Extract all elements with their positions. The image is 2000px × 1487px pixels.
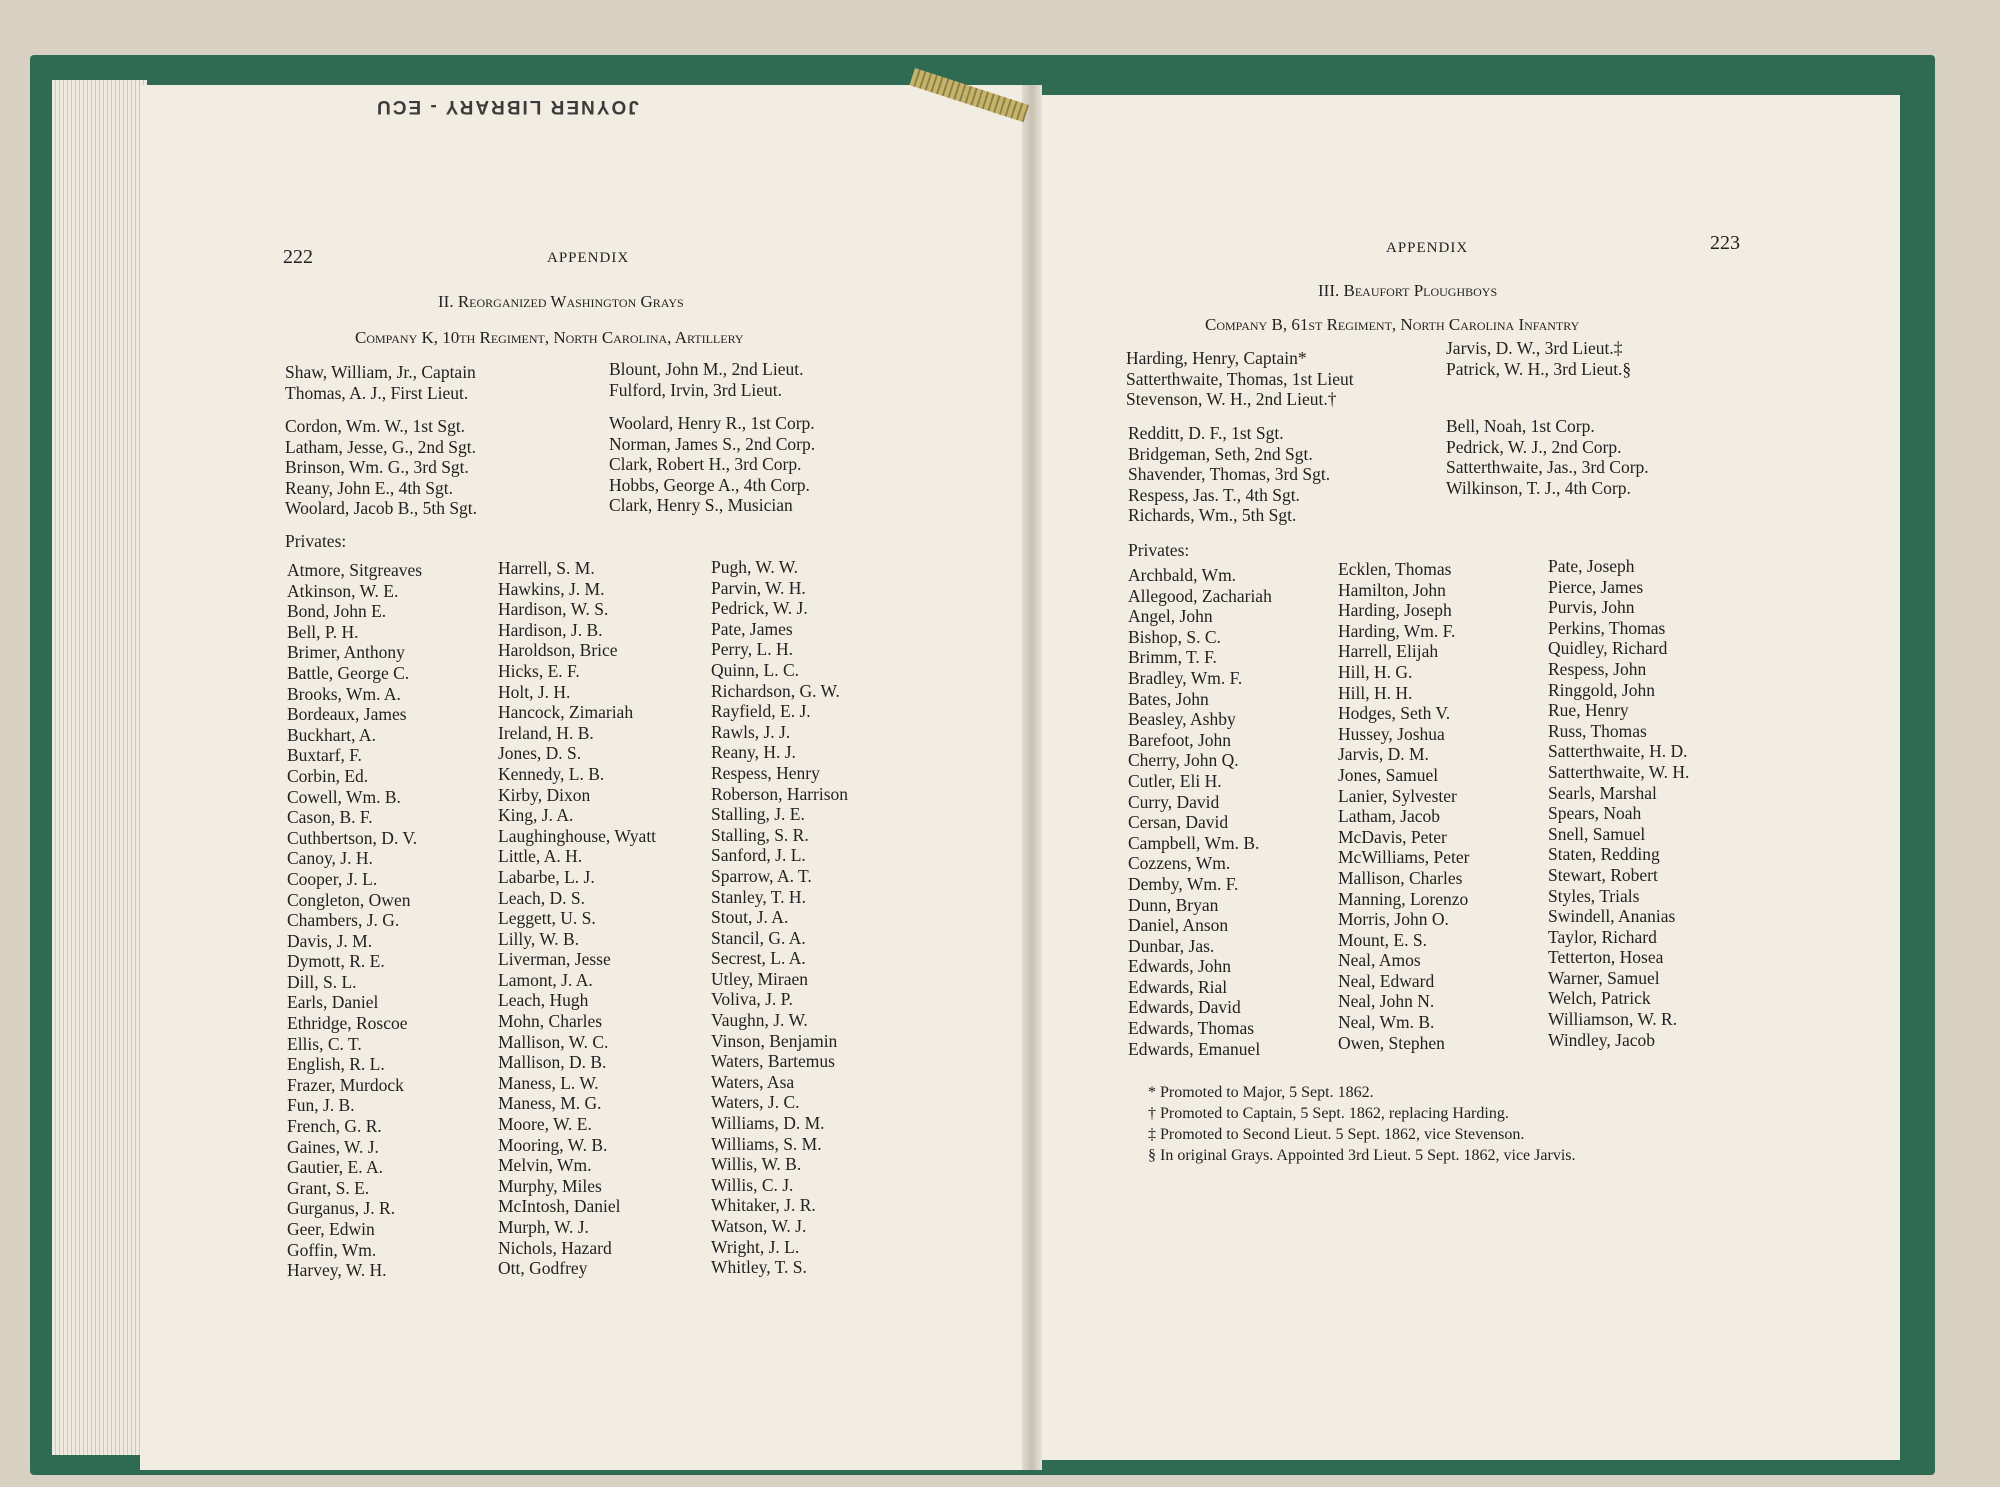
list-item: Hodges, Seth V. [1338,703,1451,724]
list-item: Welch, Patrick [1548,988,1651,1009]
list-item: Hicks, E. F. [498,660,580,681]
list-item: Parvin, W. H. [711,577,806,598]
list-item: Moore, W. E. [498,1114,592,1135]
list-item: Earls, Daniel [287,992,379,1013]
list-item: * Promoted to Major, 5 Sept. 1862. [1148,1084,1374,1101]
privates-label-left: Privates: [285,531,347,551]
list-item: Hardison, J. B. [498,619,603,640]
list-item: Battle, George C. [287,662,410,683]
list-item: Labarbe, L. J. [498,866,595,887]
list-item: Gaines, W. J. [287,1136,379,1157]
list-item: Cooper, J. L. [287,868,378,889]
list-item: Cozzens, Wm. [1128,853,1231,874]
list-item: Ott, Godfrey [498,1258,588,1279]
list-item: Campbell, Wm. B. [1128,832,1260,853]
list-item: Leach, Hugh [498,990,589,1011]
list-item: Reany, John E., 4th Sgt. [285,477,454,498]
officers-left-col2 [609,359,803,400]
list-item: Hamilton, John [1338,579,1446,600]
list-item: Voliva, J. P. [711,989,793,1010]
list-item: Hill, H. G. [1338,661,1413,682]
list-item: Spears, Noah [1548,803,1642,824]
list-item: Taylor, Richard [1548,926,1657,947]
list-item: Nichols, Hazard [498,1237,612,1258]
list-item: Cersan, David [1128,812,1229,833]
list-item: Hussey, Joshua [1338,723,1445,744]
list-item: Ringgold, John [1548,679,1655,700]
list-item: Curry, David [1128,791,1220,812]
list-item: Pedrick, W. J., 2nd Corp. [1446,436,1622,457]
list-item: Lilly, W. B. [498,928,580,949]
list-item: Beasley, Ashby [1128,709,1236,730]
list-item: Bridgeman, Seth, 2nd Sgt. [1128,443,1313,464]
list-item: McDavis, Peter [1338,826,1447,847]
list-item: Sparrow, A. T. [711,865,812,886]
list-item: Atmore, Sitgreaves [287,560,423,580]
list-item: Russ, Thomas [1548,720,1647,741]
list-item: Clark, Henry S., Musician [609,495,793,516]
list-item: Mount, E. S. [1338,929,1427,950]
list-item: Respess, John [1548,658,1647,679]
list-item: Kennedy, L. B. [498,763,605,784]
officers-right-col2 [1446,338,1631,379]
ncos-right-col1 [1128,423,1330,526]
ncos-left-col2 [609,413,815,516]
list-item: Frazer, Murdock [287,1074,404,1095]
list-item: Jarvis, D. M. [1338,744,1429,765]
list-item: Rue, Henry [1548,700,1629,721]
list-item: Willis, W. B. [711,1154,802,1175]
officers-left-col1 [285,362,476,403]
list-item: Grant, S. E. [287,1177,370,1198]
list-item: Satterthwaite, Thomas, 1st Lieut [1126,368,1354,389]
list-item: Satterthwaite, H. D. [1548,741,1688,762]
privates-right-col3 [1548,556,1689,1050]
list-item: Hobbs, George A., 4th Corp. [609,474,810,495]
list-item: Wilkinson, T. J., 4th Corp. [1446,477,1631,498]
list-item: Bordeaux, James [287,704,407,725]
list-item: Pedrick, W. J. [711,598,808,619]
list-item: Satterthwaite, Jas., 3rd Corp. [1446,457,1649,478]
list-item: Latham, Jacob [1338,806,1441,827]
list-item: Harding, Henry, Captain* [1126,348,1307,368]
list-item: Pate, Joseph [1548,556,1635,576]
list-item: Williamson, W. R. [1548,1009,1678,1030]
list-item: Warner, Samuel [1548,967,1660,988]
list-item: Richards, Wm., 5th Sgt. [1128,505,1297,526]
list-item: Jones, Samuel [1338,764,1439,785]
section-title-right: III. Beaufort Ploughboys [1318,281,1498,300]
library-stamp: JOYNER LIBRARY - ECU [375,96,639,117]
list-item: Thomas, A. J., First Lieut. [285,382,469,403]
list-item: Searls, Marshal [1548,782,1657,803]
list-item: Quinn, L. C. [711,659,799,680]
list-item: Ethridge, Roscoe [287,1013,408,1034]
list-item: Stout, J. A. [711,907,789,928]
list-item: Edwards, John [1128,956,1232,977]
list-item: Allegood, Zachariah [1128,585,1272,606]
list-item: Dunbar, Jas. [1128,935,1215,956]
list-item: Edwards, David [1128,997,1241,1018]
list-item: Melvin, Wm. [498,1155,592,1176]
list-item: Waters, J. C. [711,1092,800,1113]
list-item: Windley, Jacob [1548,1029,1656,1050]
list-item: Bell, P. H. [287,621,359,642]
list-item: Perry, L. H. [711,639,793,660]
list-item: Lanier, Sylvester [1338,785,1457,806]
list-item: Cowell, Wm. B. [287,786,401,807]
list-item: Fun, J. B. [287,1095,355,1116]
page-number-left: 222 [283,246,313,268]
list-item: Latham, Jesse, G., 2nd Sgt. [285,436,477,457]
list-item: Waters, Bartemus [711,1051,835,1072]
list-item: McWilliams, Peter [1338,847,1470,868]
book-gutter [1022,85,1042,1470]
list-item: Snell, Samuel [1548,823,1646,844]
list-item: Harvey, W. H. [287,1260,387,1281]
list-item: King, J. A. [498,805,574,826]
list-item: † Promoted to Captain, 5 Sept. 1862, replacing Harding. [1148,1105,1509,1122]
list-item: Reany, H. J. [711,742,796,763]
privates-left-col2 [498,558,656,1279]
list-item: Brinson, Wm. G., 3rd Sgt. [285,457,469,478]
list-item: Holt, J. H. [498,681,571,702]
list-item: Bond, John E. [287,601,387,622]
list-item: Swindell, Ananias [1548,906,1676,927]
list-item: Kirby, Dixon [498,784,591,805]
list-item: Little, A. H. [498,846,583,867]
list-item: Murph, W. J. [498,1217,589,1237]
list-item: Secrest, L. A. [711,948,806,969]
list-item: Ellis, C. T. [287,1033,362,1054]
list-item: Stewart, Robert [1548,864,1658,885]
list-item: Lamont, J. A. [498,969,593,990]
list-item: Neal, Wm. B. [1338,1012,1435,1033]
privates-right-col2 [1338,559,1470,1053]
list-item: Congleton, Owen [287,889,411,910]
list-item: Neal, John N. [1338,991,1435,1012]
ncos-right-col2 [1446,416,1649,498]
list-item: Chambers, J. G. [287,910,400,931]
list-item: ‡ Promoted to Second Lieut. 5 Sept. 1862, vice Stevenson. [1148,1126,1525,1143]
page-number-right: 223 [1710,232,1740,254]
list-item: Rayfield, E. J. [711,701,811,722]
list-item: Bell, Noah, 1st Corp. [1446,416,1595,436]
list-item: Williams, S. M. [711,1133,822,1154]
privates-right-col1 [1128,565,1272,1059]
list-item: Angel, John [1128,606,1213,627]
list-item: Laughinghouse, Wyatt [498,825,657,846]
list-item: Whitaker, J. R. [711,1195,816,1216]
list-item: Vaughn, J. W. [711,1010,808,1031]
list-item: Woolard, Jacob B., 5th Sgt. [285,498,478,519]
list-item: French, G. R. [287,1116,382,1137]
list-item: Perkins, Thomas [1548,617,1666,638]
list-item: Richardson, G. W. [711,680,840,701]
list-item: Cherry, John Q. [1128,750,1239,771]
list-item: Geer, Edwin [287,1219,375,1239]
list-item: Stalling, S. R. [711,824,809,845]
list-item: Gautier, E. A. [287,1157,384,1178]
list-item: Liverman, Jesse [498,949,611,970]
list-item: Morris, John O. [1338,909,1449,930]
list-item: Corbin, Ed. [287,765,369,786]
list-item: Norman, James S., 2nd Corp. [609,433,816,454]
list-item: Respess, Henry [711,762,820,783]
list-item: Cuthbertson, D. V. [287,827,418,848]
list-item: Buckhart, A. [287,724,376,745]
list-item: Mallison, D. B. [498,1052,607,1073]
list-item: Harrell, S. M. [498,558,595,578]
list-item: Pate, James [711,618,793,639]
list-item: Styles, Trials [1548,885,1640,906]
list-item: Redditt, D. F., 1st Sgt. [1128,423,1284,443]
list-item: Neal, Amos [1338,950,1421,971]
list-item: Mallison, Charles [1338,867,1463,888]
list-item: Sanford, J. L. [711,845,806,866]
list-item: English, R. L. [287,1054,385,1075]
list-item: Patrick, W. H., 3rd Lieut.§ [1446,358,1632,379]
list-item: Pugh, W. W. [711,557,799,577]
list-item: Satterthwaite, W. H. [1548,761,1690,782]
list-item: Cutler, Eli H. [1128,770,1222,791]
list-item: Mohn, Charles [498,1011,603,1032]
list-item: Brooks, Wm. A. [287,683,401,704]
privates-left-col1 [287,560,422,1281]
list-item: Archbald, Wm. [1128,565,1237,585]
list-item: Barefoot, John [1128,729,1232,750]
list-item: Jarvis, D. W., 3rd Lieut.‡ [1446,338,1623,358]
list-item: Cason, B. F. [287,807,373,828]
list-item: Clark, Robert H., 3rd Corp. [609,454,802,475]
list-item: Woolard, Henry R., 1st Corp. [609,413,815,433]
list-item: Bates, John [1128,688,1209,709]
company-title-left: Company K, 10th Regiment, North Carolina, Artillery [355,328,744,347]
list-item: Mooring, W. B. [498,1134,608,1155]
list-item: Davis, J. M. [287,930,373,951]
list-item: Vinson, Benjamin [711,1030,838,1051]
list-item: Dymott, R. E. [287,951,385,972]
list-item: Brimer, Anthony [287,642,405,663]
list-item: Roberson, Harrison [711,783,849,804]
list-item: Dill, S. L. [287,971,357,992]
list-item: Buxtarf, F. [287,745,362,766]
list-item: Goffin, Wm. [287,1239,377,1260]
list-item: Canoy, J. H. [287,848,373,869]
list-item: Watson, W. J. [711,1216,807,1236]
list-item: Shaw, William, Jr., Captain [285,362,476,382]
list-item: Hawkins, J. M. [498,578,605,599]
list-item: Rawls, J. J. [711,721,791,742]
list-item: Stalling, J. E. [711,804,805,825]
list-item: Harding, Wm. F. [1338,620,1456,641]
list-item: Harding, Joseph [1338,600,1452,621]
list-item: Bradley, Wm. F. [1128,667,1243,688]
list-item: Gurganus, J. R. [287,1198,396,1219]
list-item: Ireland, H. B. [498,722,594,743]
footnotes [1148,1082,1575,1166]
list-item: Whitley, T. S. [711,1257,807,1278]
list-item: Utley, Miraen [711,968,809,989]
list-item: Jones, D. S. [498,743,582,764]
list-item: Tetterton, Hosea [1548,947,1664,968]
company-title-right: Company B, 61st Regiment, North Carolina Infantry [1205,315,1580,334]
list-item: Leggett, U. S. [498,908,596,929]
list-item: Demby, Wm. F. [1128,873,1239,894]
running-head-right: APPENDIX [1386,240,1469,256]
list-item: Stevenson, W. H., 2nd Lieut.† [1126,389,1337,410]
list-item: Waters, Asa [711,1071,795,1092]
list-item: Respess, Jas. T., 4th Sgt. [1128,484,1300,505]
list-item: Williams, D. M. [711,1113,825,1134]
list-item: Quidley, Richard [1548,638,1668,659]
list-item: Wright, J. L. [711,1236,800,1257]
list-item: Brimm, T. F. [1128,647,1217,668]
list-item: Fulford, Irvin, 3rd Lieut. [609,379,783,400]
list-item: Edwards, Thomas [1128,1018,1255,1039]
list-item: Cordon, Wm. W., 1st Sgt. [285,416,466,436]
list-item: Manning, Lorenzo [1338,888,1469,909]
list-item: Maness, L. W. [498,1072,599,1093]
privates-left-col3 [711,557,848,1278]
list-item: Hancock, Zimariah [498,702,634,723]
list-item: Pierce, James [1548,576,1644,597]
list-item: Daniel, Anson [1128,915,1229,936]
list-item: Neal, Edward [1338,970,1435,991]
list-item: Hardison, W. S. [498,599,609,620]
list-item: Atkinson, W. E. [287,580,399,601]
list-item: Haroldson, Brice [498,640,618,661]
list-item: § In original Grays. Appointed 3rd Lieut. 5 Sept. 1862, vice Jarvis. [1148,1147,1576,1164]
list-item: Bishop, S. C. [1128,626,1221,647]
list-item: McIntosh, Daniel [498,1196,621,1217]
list-item: Leach, D. S. [498,887,585,908]
list-item: Maness, M. G. [498,1093,602,1114]
list-item: Dunn, Bryan [1128,894,1219,915]
running-head-left: APPENDIX [547,250,630,266]
ncos-left-col1 [285,416,477,519]
list-item: Stanley, T. H. [711,886,806,907]
page-edges [52,80,147,1455]
list-item: Edwards, Emanuel [1128,1038,1261,1059]
list-item: Owen, Stephen [1338,1032,1445,1053]
list-item: Willis, C. J. [711,1174,794,1195]
officers-right-col1 [1126,348,1354,410]
list-item: Murphy, Miles [498,1175,602,1196]
privates-label-right: Privates: [1128,540,1190,560]
section-title-left: II. Reorganized Washington Grays [438,292,684,311]
list-item: Stancil, G. A. [711,927,806,948]
list-item: Staten, Redding [1548,844,1660,865]
list-item: Blount, John M., 2nd Lieut. [609,359,804,379]
list-item: Shavender, Thomas, 3rd Sgt. [1128,464,1331,485]
list-item: Purvis, John [1548,597,1635,618]
list-item: Edwards, Rial [1128,976,1228,997]
list-item: Harrell, Elijah [1338,641,1439,662]
list-item: Hill, H. H. [1338,682,1413,703]
list-item: Mallison, W. C. [498,1031,609,1052]
list-item: Ecklen, Thomas [1338,559,1452,579]
